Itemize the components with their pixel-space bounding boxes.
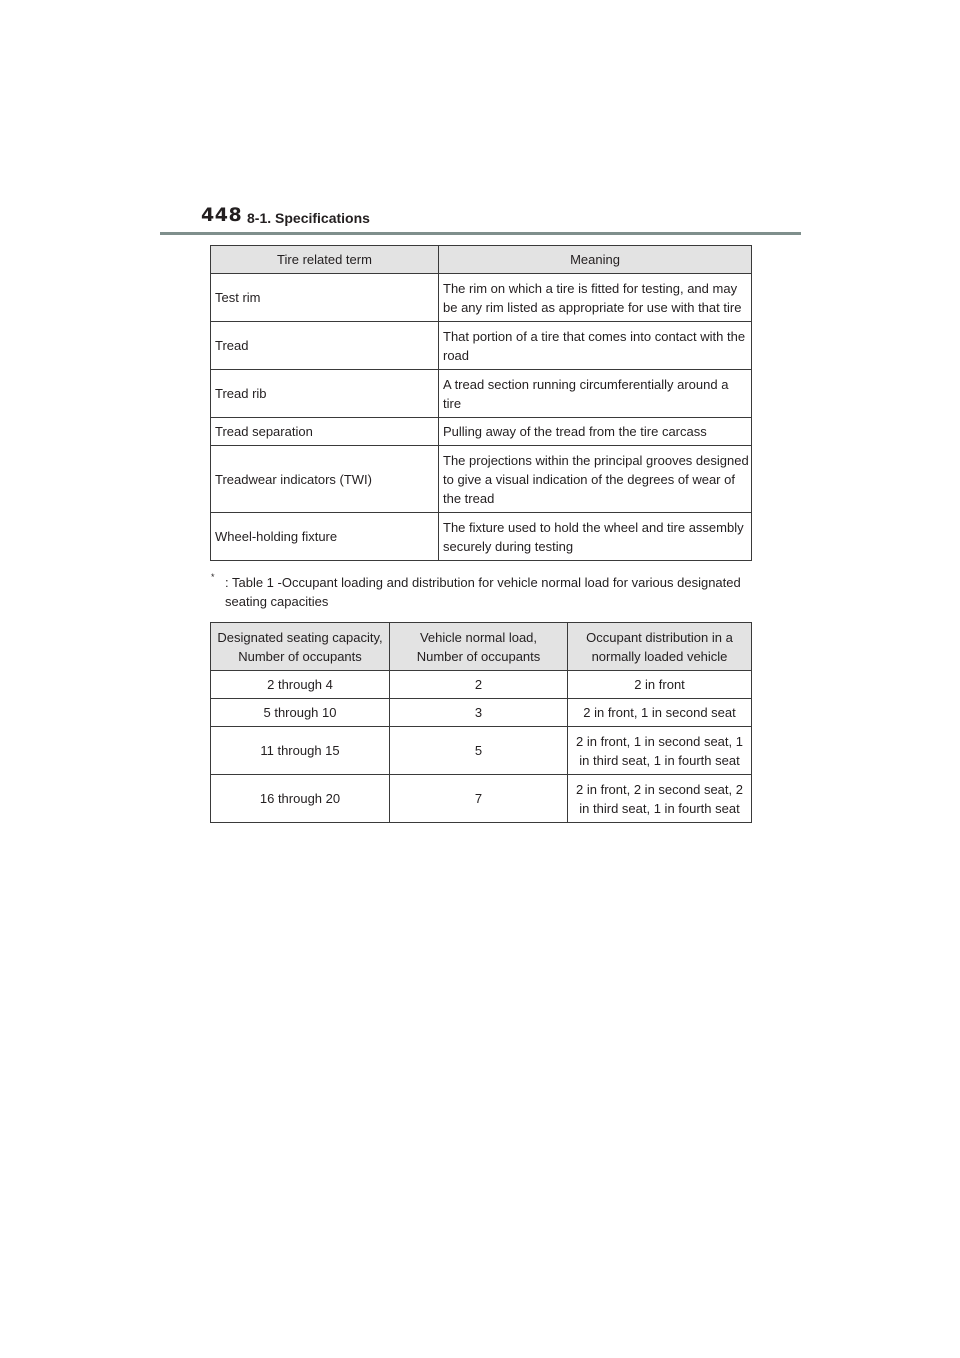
distribution-cell: 2 in front, 1 in second seat <box>568 699 752 727</box>
table-row <box>211 671 752 699</box>
column-header-meaning: Meaning <box>439 246 752 274</box>
occupant-loading-table <box>210 622 752 823</box>
meaning-cell: That portion of a tire that comes into contact with the road <box>439 322 752 370</box>
capacity-cell: 11 through 15 <box>211 727 390 775</box>
table-row <box>211 775 752 823</box>
table-header-row <box>211 246 752 274</box>
distribution-cell: 2 in front, 1 in second seat, 1 in third seat, 1 in fourth seat <box>568 727 752 775</box>
term-cell: Tread separation <box>211 418 439 446</box>
load-cell: 7 <box>390 775 568 823</box>
table-row <box>211 727 752 775</box>
load-cell: 3 <box>390 699 568 727</box>
footnote <box>211 573 741 611</box>
page-number: 448 <box>201 204 243 226</box>
meaning-cell: The projections within the principal grooves designed to give a visual indication of the degrees of wear of the tread <box>439 446 752 513</box>
table-row <box>211 699 752 727</box>
capacity-cell: 5 through 10 <box>211 699 390 727</box>
meaning-cell: The rim on which a tire is fitted for testing, and may be any rim listed as appropriate for use with that tire <box>439 274 752 322</box>
table-row <box>211 513 752 561</box>
load-cell: 5 <box>390 727 568 775</box>
table-row <box>211 274 752 322</box>
column-header-distribution: Occupant distribution in a normally loaded vehicle <box>568 623 752 671</box>
capacity-cell: 2 through 4 <box>211 671 390 699</box>
footnote-text: : Table 1 -Occupant loading and distribution for vehicle normal load for various designated seating capacities <box>225 575 741 609</box>
column-header-term: Tire related term <box>211 246 439 274</box>
header-divider <box>160 232 801 235</box>
term-cell: Tread <box>211 322 439 370</box>
tire-terms-table <box>210 245 752 561</box>
meaning-cell: Pulling away of the tread from the tire carcass <box>439 418 752 446</box>
load-cell: 2 <box>390 671 568 699</box>
section-title: 8-1. Specifications <box>247 210 370 226</box>
table-row <box>211 370 752 418</box>
column-header-capacity: Designated seating capacity, Number of occupants <box>211 623 390 671</box>
distribution-cell: 2 in front, 2 in second seat, 2 in third seat, 1 in fourth seat <box>568 775 752 823</box>
table-header-row <box>211 623 752 671</box>
table-row <box>211 322 752 370</box>
footnote-marker: * <box>211 572 215 582</box>
term-cell: Tread rib <box>211 370 439 418</box>
term-cell: Test rim <box>211 274 439 322</box>
term-cell: Wheel-holding fixture <box>211 513 439 561</box>
term-cell: Treadwear indicators (TWI) <box>211 446 439 513</box>
distribution-cell: 2 in front <box>568 671 752 699</box>
capacity-cell: 16 through 20 <box>211 775 390 823</box>
table-row <box>211 446 752 513</box>
table-row <box>211 418 752 446</box>
column-header-load: Vehicle normal load, Number of occupants <box>390 623 568 671</box>
meaning-cell: A tread section running circumferentially around a tire <box>439 370 752 418</box>
meaning-cell: The fixture used to hold the wheel and tire assembly securely during testing <box>439 513 752 561</box>
